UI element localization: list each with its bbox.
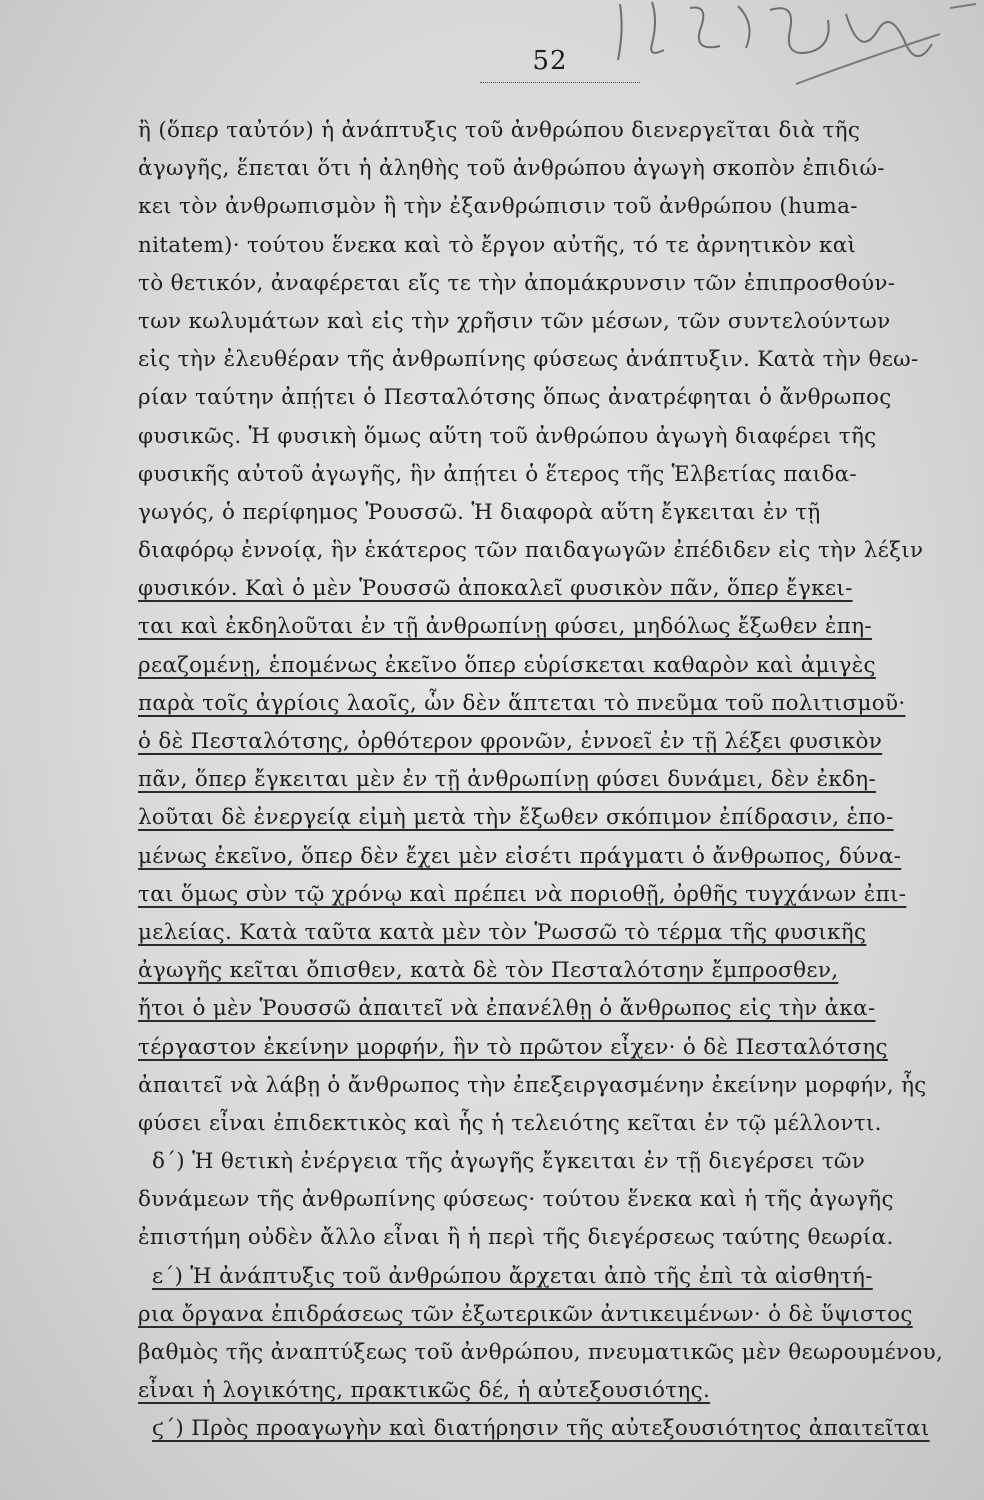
text-line-content: μελείας. Κατὰ ταῦτα κατὰ μὲν τὸν Ῥωσσῶ τὸ τέρμα τῆς φυσικῆς	[138, 919, 867, 945]
text-line-content: ἀγωγῆς κεῖται ὄπισθεν, κατὰ δὲ τὸν Πεσταλότσην ἔμπροσθεν,	[138, 958, 839, 984]
text-line	[138, 723, 958, 761]
text-line-content: φυσικῆς αὐτοῦ ἀγωγῆς, ἣν ἀπῄτει ὁ ἕτερος τῆς Ἑλβετίας παιδα-	[138, 461, 857, 487]
text-line	[138, 112, 958, 150]
text-line	[138, 570, 958, 608]
text-line	[138, 227, 958, 265]
text-line	[138, 1219, 958, 1257]
text-line	[138, 341, 958, 379]
text-line-content: φυσικῶς. Ἡ φυσικὴ ὅμως αὕτη τοῦ ἀνθρώπου ἀγωγὴ διαφέρει τῆς	[138, 423, 877, 449]
text-line-content: ται ὅμως σὺν τῷ χρόνῳ καὶ πρέπει νὰ ποριοθῇ, ὀρθῆς τυγχάνων ἐπι-	[138, 881, 907, 907]
text-line-content: ρεαζομένῃ, ἑπομένως ἐκεῖνο ὅπερ εὑρίσκεται καθαρὸν καὶ ἀμιγὲς	[138, 652, 876, 678]
text-line-content: ὁ δὲ Πεσταλότσης, ὀρθότερον φρονῶν, ἐννοεῖ ἐν τῇ λέξει φυσικὸν	[138, 729, 883, 754]
text-line-content: ε΄) Ἡ ἀνάπτυξις τοῦ ἀνθρώπου ἄρχεται ἀπὸ τῆς ἐπὶ τὰ αἰσθητή-	[152, 1263, 873, 1289]
text-line	[138, 1029, 958, 1067]
text-line-content: ϛ΄) Πρὸς προαγωγὴν καὶ διατήρησιν τῆς αὐτεξουσιότητος ἀπαιτεῖται	[152, 1416, 930, 1442]
text-line	[138, 532, 958, 570]
page-number: 52	[532, 46, 568, 76]
text-line-content: ρίαν ταύτην ἀπῄτει ὁ Πεσταλότσης ὅπως ἀνατρέφηται ὁ ἄνθρωπος	[138, 385, 892, 411]
text-line	[138, 1334, 958, 1372]
text-line-content: nitatem)· τούτου ἕνεκα καὶ τὸ ἔργον αὐτῆς, τό τε ἀρνητικὸν καὶ	[138, 232, 857, 258]
text-line	[138, 418, 958, 456]
text-line-content: ἀπαιτεῖ νὰ λάβῃ ὁ ἄνθρωπος τὴν ἐπεξειργασμένην ἐκείνην μορφήν, ἧς	[138, 1072, 927, 1098]
text-line	[138, 1410, 958, 1448]
text-line-content: λοῦται δὲ ἐνεργείᾳ εἰμὴ μετὰ τὴν ἔξωθεν σκόπιμον ἐπίδρασιν, ἑπο-	[138, 805, 894, 831]
text-line	[138, 1181, 958, 1219]
text-line	[138, 761, 958, 799]
text-line	[138, 952, 958, 990]
text-line	[138, 379, 958, 417]
text-line	[138, 1143, 958, 1181]
text-line	[138, 990, 958, 1028]
text-line	[138, 876, 958, 914]
text-line	[138, 685, 958, 723]
text-line-content: φύσει εἶναι ἐπιδεκτικὸς καὶ ἧς ἡ τελειότης κεῖται ἐν τῷ μέλλοντι.	[138, 1110, 882, 1136]
text-line-content: ρια ὄργανα ἐπιδράσεως τῶν ἐξωτερικῶν ἀντικειμένων· ὁ δὲ ὕψιστος	[138, 1301, 913, 1327]
body-text	[138, 112, 958, 1449]
text-line-content: εἶναι ἡ λογικότης, πρακτικῶς δέ, ἡ αὐτεξουσιότης.	[138, 1378, 711, 1404]
text-line-content: ἢ (ὅπερ ταὐτόν) ἡ ἀνάπτυξις τοῦ ἀνθρώπου διενεργεῖται διὰ τῆς	[138, 118, 861, 143]
text-line-content: πᾶν, ὅπερ ἔγκειται μὲν ἐν τῇ ἀνθρωπίνῃ φύσει δυνάμει, δὲν ἐκδη-	[138, 767, 877, 793]
text-line	[138, 494, 958, 532]
text-line	[138, 188, 958, 226]
text-line-content: ἐπιστήμη οὐδὲν ἄλλο εἶναι ἢ ἡ περὶ τῆς διεγέρσεως ταύτης θεωρία.	[138, 1225, 894, 1251]
text-line-content: παρὰ τοῖς ἀγρίοις λαοῖς, ὧν δὲν ἅπτεται τὸ πνεῦμα τοῦ πολιτισμοῦ·	[138, 690, 906, 716]
text-line	[138, 647, 958, 685]
text-line-content: ται καὶ ἐκδηλοῦται ἐν τῇ ἀνθρωπίνῃ φύσει, μηδόλως ἔξωθεν ἐπη-	[138, 614, 872, 640]
text-line-content: γωγός, ὁ περίφημος Ῥουσσῶ. Ἡ διαφορὰ αὕτη ἔγκειται ἐν τῇ	[138, 499, 821, 525]
text-line-content: εἰς τὴν ἐλευθέραν τῆς ἀνθρωπίνης φύσεως ἀνάπτυξιν. Κατὰ τὴν θεω-	[138, 347, 919, 373]
text-line-content: δ΄) Ἡ θετικὴ ἐνέργεια τῆς ἀγωγῆς ἔγκειται ἐν τῇ διεγέρσει τῶν	[152, 1149, 866, 1175]
text-line	[138, 456, 958, 494]
text-line-content: τὸ θετικόν, ἀναφέρεται εἴς τε τὴν ἀπομάκρυνσιν τῶν ἐπιπροσθούν-	[138, 270, 896, 296]
text-line	[138, 799, 958, 837]
text-line-content: τέργαστον ἐκείνην μορφήν, ἣν τὸ πρῶτον εἶχεν· ὁ δὲ Πεσταλότσης	[138, 1034, 888, 1060]
text-line-content: φυσικόν. Καὶ ὁ μὲν Ῥουσσῶ ἀποκαλεῖ φυσικὸν πᾶν, ὅπερ ἔγκει-	[138, 576, 853, 602]
page-number-rule	[480, 82, 640, 83]
text-line	[138, 150, 958, 188]
text-line-content: διαφόρῳ ἐννοίᾳ, ἣν ἑκάτερος τῶν παιδαγωγῶν ἐπέδιδεν εἰς τὴν λέξιν	[138, 538, 924, 564]
text-line	[138, 303, 958, 341]
text-line	[138, 1105, 958, 1143]
text-line	[138, 1067, 958, 1105]
text-line	[138, 838, 958, 876]
text-line	[138, 1296, 958, 1334]
text-line	[138, 265, 958, 303]
text-line	[138, 1372, 958, 1410]
text-line-content: κει τὸν ἀνθρωπισμὸν ἢ τὴν ἐξανθρώπισιν τοῦ ἀνθρώπου (huma-	[138, 194, 858, 220]
text-line-content: βαθμὸς τῆς ἀναπτύξεως τοῦ ἀνθρώπου, πνευματικῶς μὲν θεωρουμένου,	[138, 1340, 944, 1365]
text-line-content: ἀγωγῆς, ἕπεται ὅτι ἡ ἀληθὴς τοῦ ἀνθρώπου ἀγωγὴ σκοπὸν ἐπιδιώ-	[138, 156, 885, 182]
text-line-content: δυνάμεων τῆς ἀνθρωπίνης φύσεως· τούτου ἕνεκα καὶ ἡ τῆς ἀγωγῆς	[138, 1187, 894, 1213]
text-line-content: μένως ἐκεῖνο, ὅπερ δὲν ἔχει μὲν εἰσέτι πράγματι ὁ ἄνθρωπος, δύνα-	[138, 843, 902, 869]
text-line	[138, 608, 958, 646]
text-line-content: των κωλυμάτων καὶ εἰς τὴν χρῆσιν τῶν μέσων, τῶν συντελούντων	[138, 308, 891, 334]
text-line	[138, 914, 958, 952]
text-line	[138, 1258, 958, 1296]
text-line-content: ἤτοι ὁ μὲν Ῥουσσῶ ἀπαιτεῖ νὰ ἐπανέλθῃ ὁ ἄνθρωπος εἰς τὴν ἀκα-	[138, 996, 876, 1022]
